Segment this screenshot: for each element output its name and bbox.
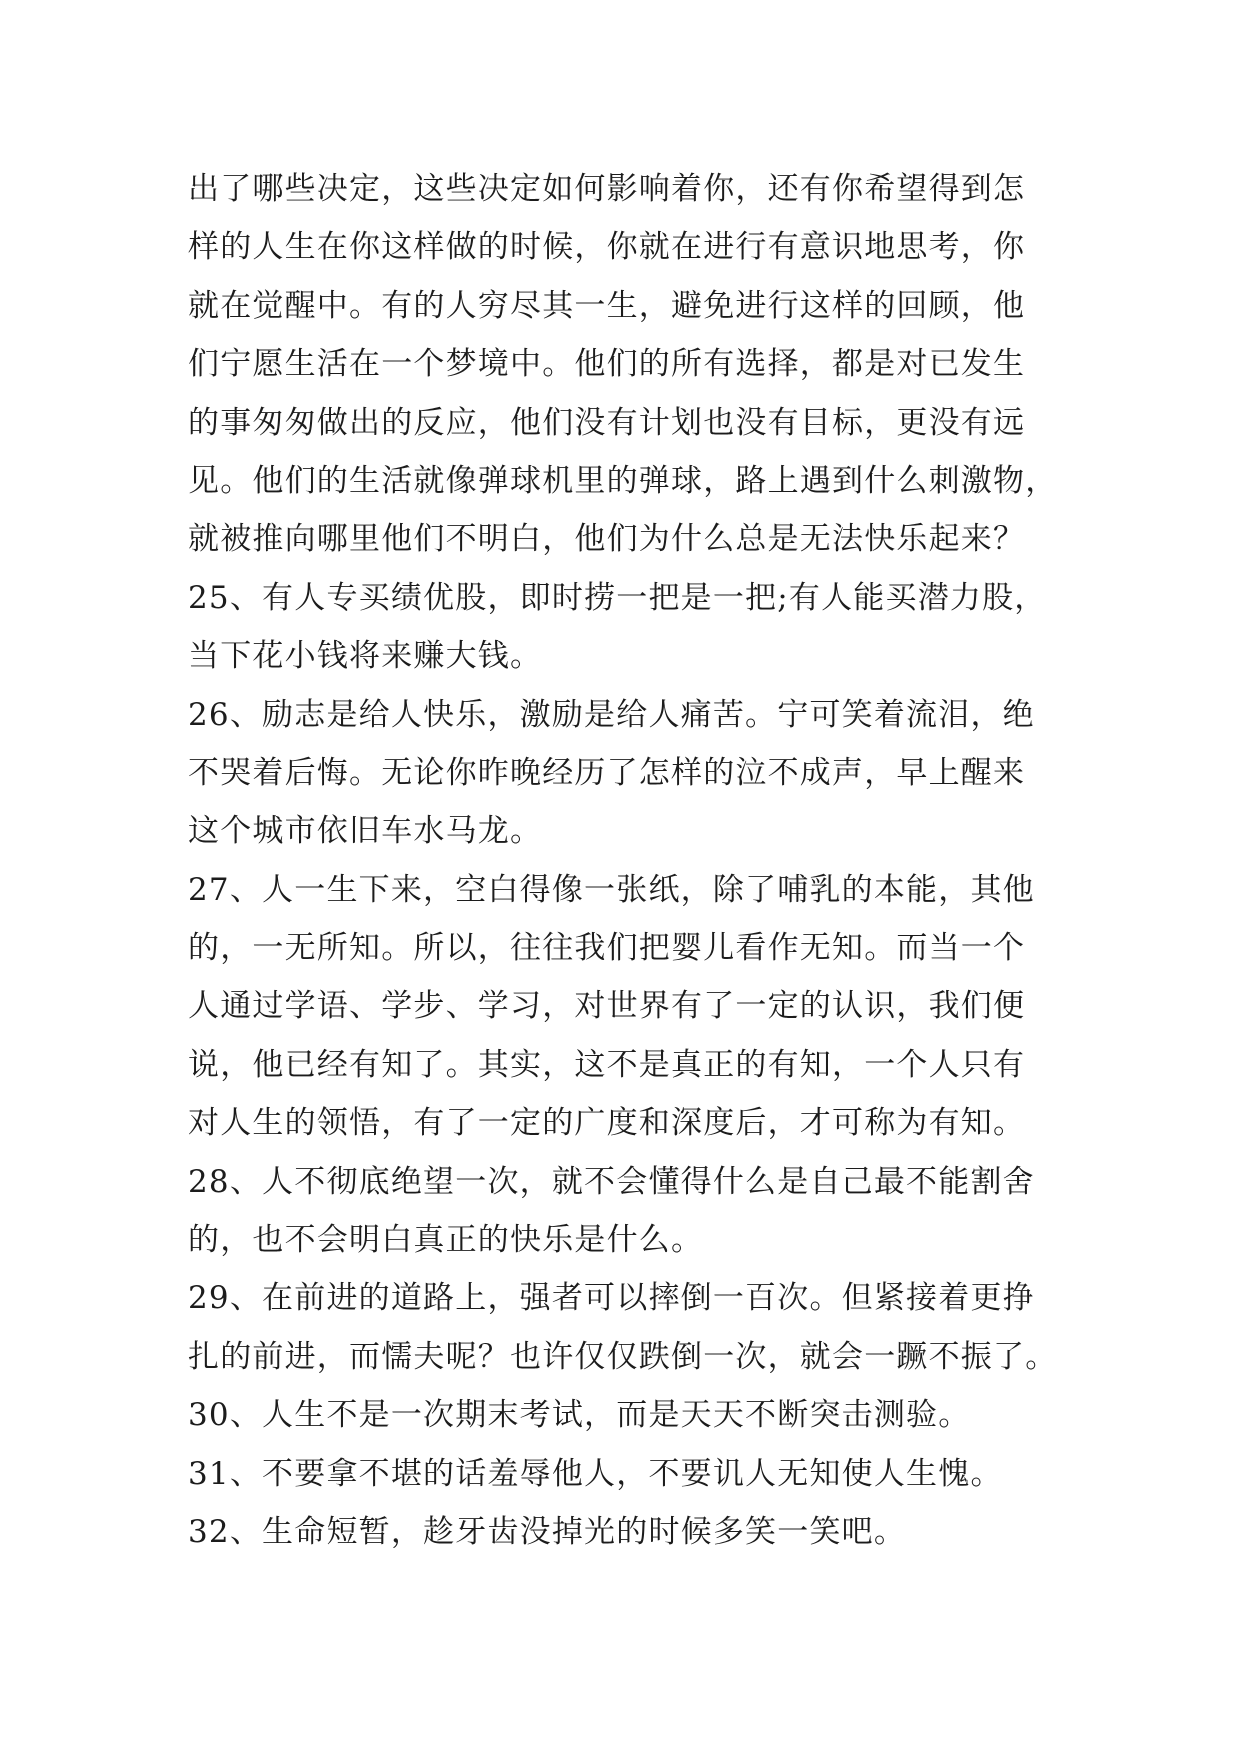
text-line: 这个城市依旧车水马龙。 — [188, 813, 543, 850]
text-line: 出了哪些决定，这些决定如何影响着你，还有你希望得到怎 — [188, 171, 1026, 207]
text-line: 就被推向哪里他们不明白，他们为什么总是无法快乐起来？ — [188, 521, 1026, 558]
text-line: 们宁愿生活在一个梦境中。他们的所有选择，都是对已发生 — [188, 346, 1026, 383]
text-line: 人通过学语、学步、学习，对世界有了一定的认识，我们便 — [188, 988, 1026, 1025]
body-text — [188, 160, 1068, 1561]
text-line: 25、有人专买绩优股，即时捞一把是一把;有人能买潜力股， — [188, 579, 1047, 616]
text-line: 见。他们的生活就像弹球机里的弹球，路上遇到什么刺激物， — [188, 462, 1058, 499]
text-line: 30、人生不是一次期末考试，而是天天不断突击测验。 — [188, 1397, 971, 1434]
text-line: 32、生命短暂，趁牙齿没掉光的时候多笑一笑吧。 — [188, 1513, 907, 1550]
text-line: 的，也不会明白真正的快乐是什么。 — [188, 1222, 704, 1259]
text-line: 31、不要拿不堪的话羞辱他人，不要讥人无知使人生愧。 — [188, 1455, 1003, 1492]
text-line: 28、人不彻底绝望一次，就不会懂得什么是自己最不能割舍 — [188, 1163, 1035, 1200]
text-line: 不哭着后悔。无论你昨晚经历了怎样的泣不成声，早上醒来 — [188, 754, 1026, 791]
text-line: 说，他已经有知了。其实，这不是真正的有知，一个人只有 — [188, 1046, 1026, 1083]
text-line: 的，一无所知。所以，往往我们把婴儿看作无知。而当一个 — [188, 930, 1026, 967]
text-line: 26、励志是给人快乐，激励是给人痛苦。宁可笑着流泪，绝 — [188, 696, 1035, 733]
text-line: 对人生的领悟，有了一定的广度和深度后，才可称为有知。 — [188, 1105, 1026, 1142]
text-line: 29、在前进的道路上，强者可以摔倒一百次。但紧接着更挣 — [188, 1280, 1035, 1317]
text-line: 就在觉醒中。有的人穷尽其一生，避免进行这样的回顾，他 — [188, 287, 1026, 324]
text-line: 样的人生在你这样做的时候，你就在进行有意识地思考，你 — [188, 229, 1026, 266]
text-line: 的事匆匆做出的反应，他们没有计划也没有目标，更没有远 — [188, 404, 1026, 441]
text-line: 当下花小钱将来赚大钱。 — [188, 638, 543, 675]
text-line: 扎的前进，而懦夫呢？也许仅仅跌倒一次，就会一蹶不振了。 — [188, 1338, 1058, 1375]
text-line: 27、人一生下来，空白得像一张纸，除了哺乳的本能，其他 — [188, 871, 1035, 908]
